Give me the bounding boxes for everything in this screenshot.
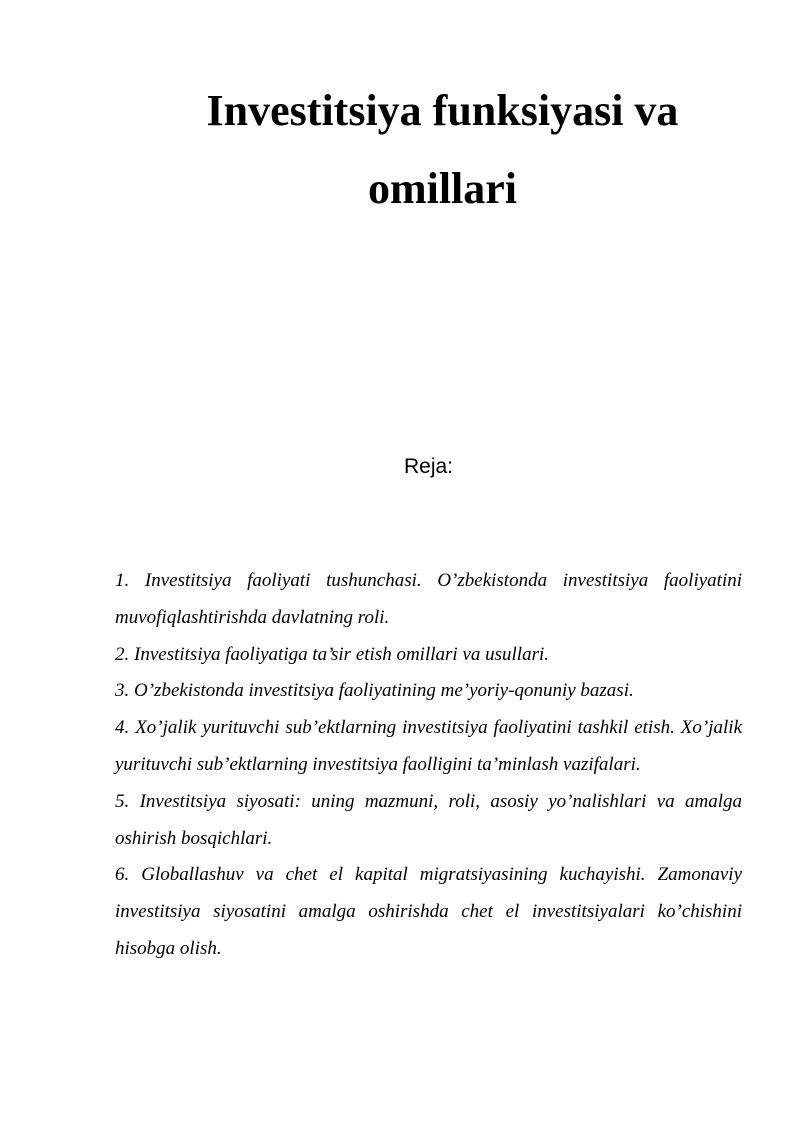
document-title <box>115 72 770 228</box>
plan-item-5: 5. Investitsiya siyosati: uning mazmuni, roli, asosiy yo’nalishlari va amalga oshirish bosqichlari. <box>115 790 742 849</box>
plan-list <box>115 563 742 968</box>
plan-item-6: 6. Globallashuv va chet el kapital migratsiyasining kuchayishi. Zamonaviy investitsiya siyosatini amalga oshirishda chet el investitsiyalari ko’chishini hisobga olish. <box>115 864 742 959</box>
plan-item-1: 1. Investitsiya faoliyati tushunchasi. O’zbekistonda investitsiya faoliyatini muvofiqlashtirishda davlatning roli. <box>115 570 742 628</box>
plan-heading: Reja: <box>403 455 454 478</box>
plan-item-3: 3. O’zbekistonda investitsiya faoliyatining me’yoriy-qonuniy bazasi. <box>115 680 634 702</box>
title-line-1: Investitsiya funksiyasi va <box>206 86 679 135</box>
plan-item-4: 4. Xo’jalik yurituvchi sub’ektlarning investitsiya faoliyatini tashkil etish. Xo’jalik yurituvchi sub’ektlarning investitsiya faolligini ta’minlash vazifalari. <box>115 717 742 775</box>
title-line-2: omillari <box>367 164 518 213</box>
plan-item-2: 2. Investitsiya faoliyatiga ta’sir etish omillari va usullari. <box>115 643 550 665</box>
